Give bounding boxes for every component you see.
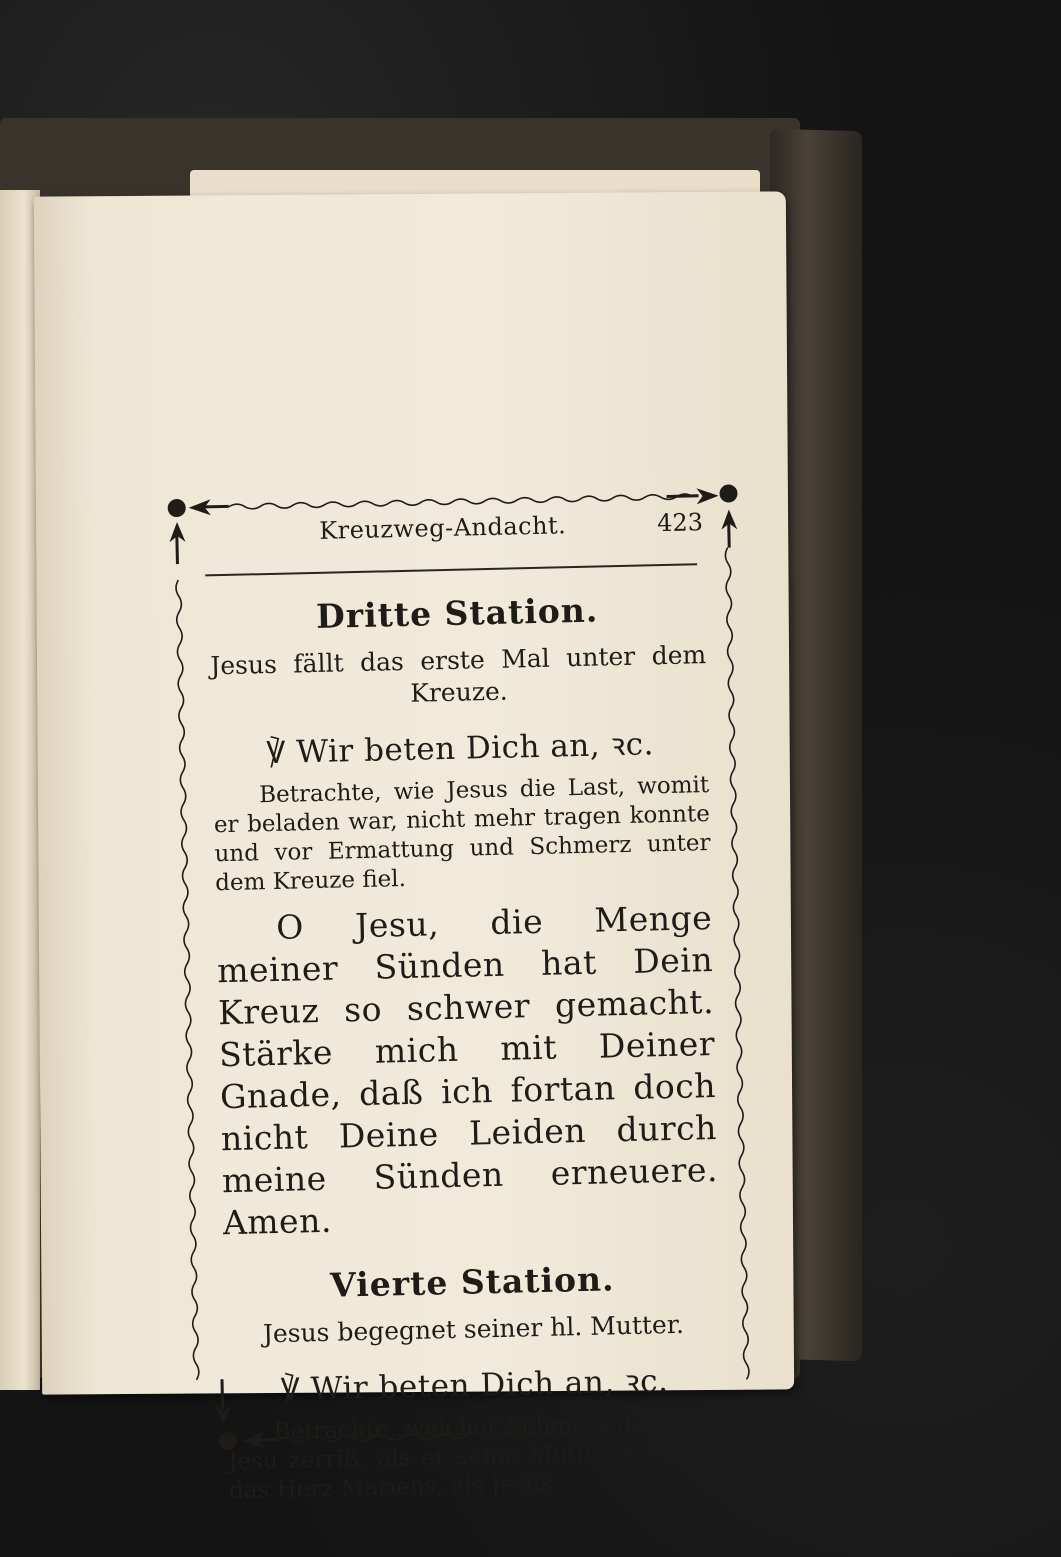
station-title-3: Dritte Station. [315,590,599,636]
running-head: Kreuzweg-Andacht. [318,511,567,545]
meditation-4: Betrachte, welcher Schmerz das Herz Jesu zerriß, als er seine Mutter sah, und das Herz Mariens, als Jesus [228,1408,725,1505]
meditation-3: Betrachte, wie Jesus die Last, womit er beladen war, nicht mehr tragen konnte und vor Ermattung und Schmerz unter dem Kreuze fiel. [213,772,711,897]
versicle-4: ℣ Wir beten Dich an, ꝛc. [280,1363,669,1408]
station-title-4: Vierte Station. [329,1259,615,1305]
station-subtitle-3: Jesus fällt das erste Mal unter dem Kreuze. [209,640,707,708]
page-text [209,588,726,1516]
left-page-edge [0,190,40,1390]
versicle-3: ℣ Wir beten Dich an, ꝛc. [266,726,655,772]
prayer-3: O Jesu, die Menge meiner Sünden hat Dein Kreuz so schwer gemacht. Stärke mich mit Deiner Gnade, daß ich fortan doch nicht Deine Leiden durch meine Sünden erneuere. Amen. [216,898,719,1243]
page-number: 423 [656,508,704,538]
station-subtitle-4: Jesus begegnet seiner hl. Mutter. [262,1309,685,1349]
decorative-frame [158,467,770,1505]
book-page [34,191,794,1505]
